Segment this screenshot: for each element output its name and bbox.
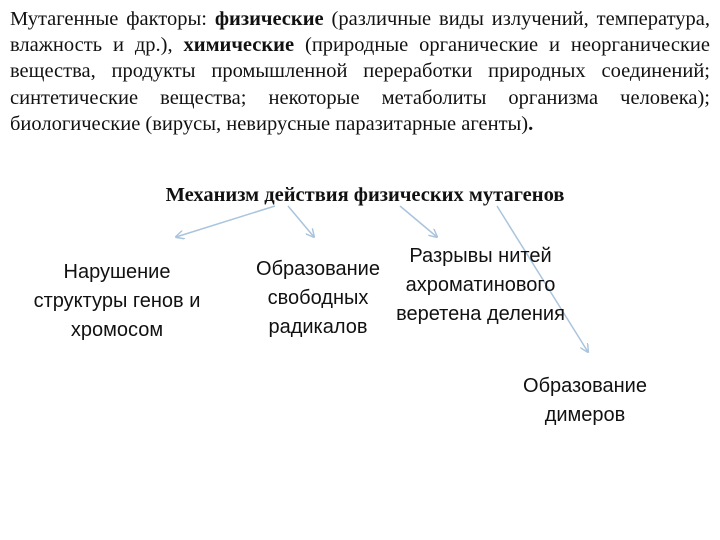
mechanism-spindle-breaks: Разрывы нитей ахроматинового веретена деления (396, 245, 565, 325)
chemical-and-biological-description: (природные органические и неорганические вещества, продукты промышленной переработки природных соединений; синтетические вещества; некоторые метаболиты организма человека); биологические (вирусы, невирусные паразитарные агенты) (10, 34, 710, 135)
arrow-to-free-radicals (288, 206, 314, 237)
mechanism-dimers: Образование димеров (523, 375, 647, 426)
physical-factors-term: физические (214, 8, 324, 30)
physical-factors-description: (различные виды излучений, температура, влажность и др.), (10, 8, 710, 57)
arrow-to-spindle-breaks (400, 206, 437, 237)
arrow-to-structure-damage (176, 206, 275, 237)
intro-end-period: . (528, 112, 534, 135)
mechanism-heading: Механизм действия физических мутагенов (165, 184, 565, 206)
intro-lead: Мутагенные факторы: (10, 8, 215, 30)
chemical-factors-term: химические (183, 34, 295, 57)
mechanism-structure-damage: Нарушение структуры генов и хромосом (33, 261, 201, 341)
mechanism-free-radicals: Образование свободных радикалов (256, 258, 380, 338)
